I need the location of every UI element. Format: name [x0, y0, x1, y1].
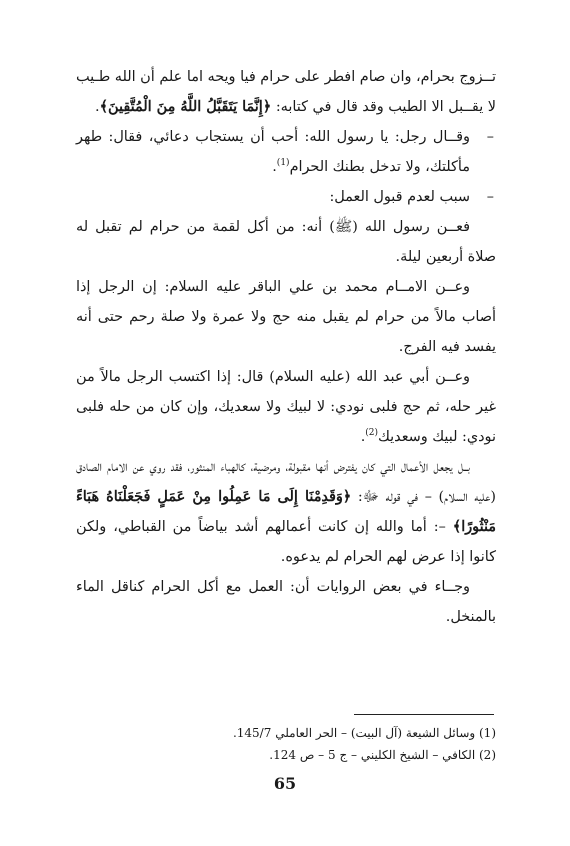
paragraph-3-text: سبب لعدم قبول العمل: [329, 189, 470, 205]
footnote-2: (2) الكافي – الشيخ الكليني – ج 5 – ص 124. [269, 748, 496, 762]
body-text [76, 62, 496, 632]
paragraph-6 [76, 362, 496, 452]
page-number: 65 [273, 774, 297, 793]
paragraph-8: وجــاء في بعض الروايات أن: العمل مع أكل الحرام كناقل الماء بالمنخل. [76, 579, 496, 625]
footnote-ref-2: (2) [365, 428, 379, 439]
dash-marker: – [486, 189, 494, 205]
footnote-1: (1) وسائل الشيعة (آل البيت) – الحر العاملي 145/7. [232, 726, 496, 740]
paragraph-7-text-a: بــل يجعل الأعمال التي كان يفترض أنها مقبولة، ومرضية، كالهباء المنثور، فقد روي عن الامام الصادق (عليه السلام) – في قوله ﷻ: [76, 459, 496, 505]
paragraph-4: فعــن رسول الله (ﷺ) أنه: من أكل لقمة من حرام لم تقبل له صلاة أربعين ليلة. [76, 219, 496, 265]
paragraph-2 [76, 122, 496, 182]
footnotes [76, 722, 496, 766]
paragraph-2-end: . [272, 159, 277, 175]
paragraph-2-text: وقــال رجل: يا رسول الله: أحب أن يستجاب دعائي، فقال: طهر مأكلتك، ولا تدخل بطنك الحرام [76, 129, 470, 175]
footnote-divider [354, 714, 494, 715]
paragraph-5: وعــن الامــام محمد بن علي الباقر عليه السلام: إن الرجل إذا أصاب مالاً من حرام لم يقبل منه حج ولا عمرة ولا صلة رحم حتى أنه يفسد فيه الفرج. [76, 279, 496, 355]
footnote-ref-1: (1) [276, 158, 290, 169]
paragraph-1-end: . [95, 99, 100, 115]
paragraph-1-text: تــزوج بحرام، وان صام افطر على حرام فيا ويحه اما علم أن الله طـيب لا يقــبل الا الطيب وقد قال في كتابه: [76, 69, 496, 115]
paragraph-7 [76, 452, 496, 572]
paragraph-6-end: . [360, 429, 366, 445]
paragraph-6-text: وعــن أبي عبد الله (عليه السلام) قال: إذا اكتسب الرجل مالاً من غير حله، ثم حج فلبى نودي: لا لبيك ولا سعديك، وإن كان من حله فلبى نودي: لبيك وسعديك [76, 369, 496, 445]
quran-verse-1: ﴿إِنَّمَا يَتَقَبَّلُ اللَّهُ مِنَ الْمُتَّقِينَ﴾ [99, 98, 272, 115]
paragraph-7-text-b: –: أما والله إن كانت أعمالهم أشد بياضاً من القباطي، ولكن كانوا إذا عرض لهم الحرام لم يدعوه. [76, 519, 496, 565]
dash-marker: – [486, 129, 494, 145]
paragraph-1 [76, 62, 496, 122]
paragraph-3 [76, 182, 496, 212]
quran-verse-2: ﴿وَقَدِمْنَا إِلَى مَا عَمِلُوا مِنْ عَمَلٍ فَجَعَلْنَاهُ هَبَاءً مَنْثُورًا﴾ [76, 488, 496, 535]
